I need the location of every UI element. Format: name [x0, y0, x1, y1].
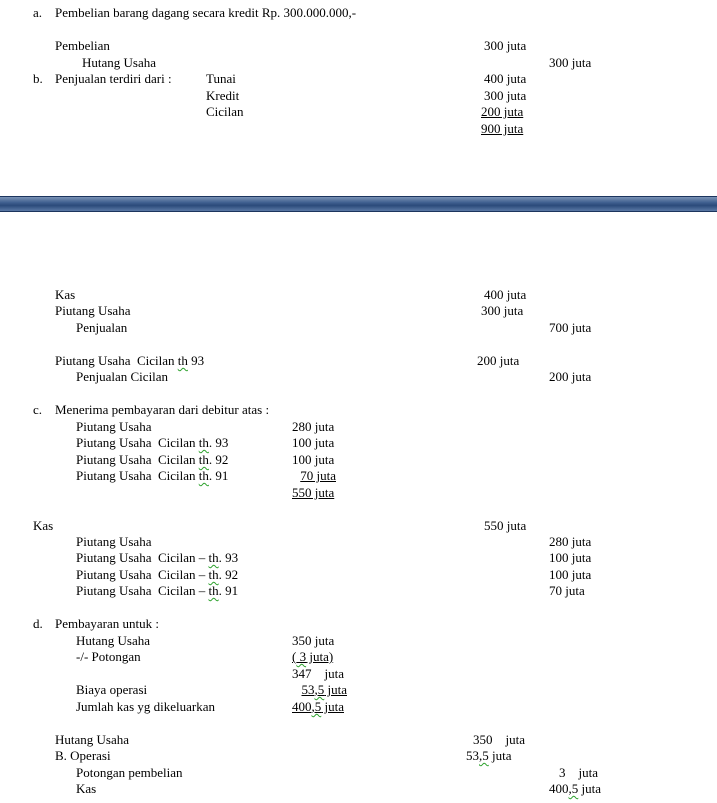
item-d-amount-1: 350 juta [292, 633, 335, 648]
journal-c-kas: Kas [33, 518, 54, 533]
item-d-label-4: Biaya operasi [76, 682, 148, 697]
journal-b1-piutang-amount: 300 juta [481, 303, 524, 318]
journal-c-credit-1: Piutang Usaha [76, 534, 152, 549]
item-d-label-1: Hutang Usaha [76, 633, 151, 648]
item-c-amount-3: 100 juta [292, 452, 335, 467]
journal-d-debit-1: Hutang Usaha [55, 732, 130, 747]
journal-b1-kas: Kas [55, 287, 76, 302]
item-c-amount-1: 280 juta [292, 419, 335, 434]
item-b-label-kredit: Kredit [206, 88, 240, 103]
journal-c-credit-2: Piutang Usaha Cicilan – th. 93 [76, 550, 239, 565]
journal-d-debit-1-amount: 350 juta [473, 732, 525, 747]
item-d-amount-2: ( 3 juta) [292, 649, 334, 664]
item-b-amount-cicilan: 200 juta [481, 104, 524, 119]
journal-b2-piutang-cicilan: Piutang Usaha Cicilan th 93 [55, 353, 205, 368]
item-d-amount-5: 400,5 juta [292, 699, 344, 714]
journal-d-debit-2: B. Operasi [55, 748, 111, 763]
item-d-label-2: -/- Potongan [76, 649, 141, 664]
item-a-text: Pembelian barang dagang secara kredit Rp. 300.000.000,- [55, 5, 357, 20]
journal-c-credit-2-amount: 100 juta [549, 550, 592, 565]
page-break [0, 196, 717, 212]
journal-b2-penjualan-cicilan: Penjualan Cicilan [76, 369, 169, 384]
journal-b2-piutang-cicilan-amount: 200 juta [477, 353, 520, 368]
item-c-marker: c. [33, 402, 43, 417]
journal-c-credit-4: Piutang Usaha Cicilan – th. 91 [76, 583, 239, 598]
journal-c-credit-3-amount: 100 juta [549, 567, 592, 582]
item-b-label-tunai: Tunai [206, 71, 236, 86]
journal-b1-piutang: Piutang Usaha [55, 303, 131, 318]
journal-b1-kas-amount: 400 juta [484, 287, 527, 302]
item-c-label-4: Piutang Usaha Cicilan th. 91 [76, 468, 229, 483]
journal-a-debit-amount: 300 juta [484, 38, 527, 53]
journal-c-credit-4-amount: 70 juta [549, 583, 585, 598]
item-d-amount-3: 347 juta [292, 666, 344, 681]
journal-b1-penjualan-amount: 700 juta [549, 320, 592, 335]
journal-d-debit-2-amount: 53,5 juta [466, 748, 512, 763]
journal-a-credit-account: Hutang Usaha [82, 55, 157, 70]
item-b-total: 900 juta [481, 121, 524, 136]
item-a-marker: a. [33, 5, 43, 20]
item-b-amount-kredit: 300 juta [484, 88, 527, 103]
journal-a-debit-account: Pembelian [55, 38, 110, 53]
journal-d-credit-2: Kas [76, 781, 97, 796]
journal-c-credit-1-amount: 280 juta [549, 534, 592, 549]
journal-d-credit-1-amount: 3 juta [559, 765, 598, 780]
item-c-label-1: Piutang Usaha [76, 419, 152, 434]
item-d-text: Pembayaran untuk : [55, 616, 159, 631]
item-c-label-3: Piutang Usaha Cicilan th. 92 [76, 452, 229, 467]
item-b-label-cicilan: Cicilan [206, 104, 244, 119]
item-c-amount-2: 100 juta [292, 435, 335, 450]
journal-d-credit-1: Potongan pembelian [76, 765, 183, 780]
journal-d-credit-2-amount: 400,5 juta [549, 781, 601, 796]
journal-c-kas-amount: 550 juta [484, 518, 527, 533]
item-d-label-5: Jumlah kas yg dikeluarkan [76, 699, 215, 714]
journal-b1-penjualan: Penjualan [76, 320, 128, 335]
item-c-label-2: Piutang Usaha Cicilan th. 93 [76, 435, 229, 450]
item-c-amount-4: 70 juta [300, 468, 336, 483]
item-c-text: Menerima pembayaran dari debitur atas : [55, 402, 270, 417]
item-c-total: 550 juta [292, 485, 335, 500]
journal-b2-penjualan-cicilan-amount: 200 juta [549, 369, 592, 384]
item-b-text: Penjualan terdiri dari : [55, 71, 172, 86]
item-b-marker: b. [33, 71, 43, 86]
item-d-marker: d. [33, 616, 43, 631]
item-b-amount-tunai: 400 juta [484, 71, 527, 86]
item-d-amount-4: 53,5 juta [301, 682, 347, 697]
journal-c-credit-3: Piutang Usaha Cicilan – th. 92 [76, 567, 239, 582]
journal-a-credit-amount: 300 juta [549, 55, 592, 70]
